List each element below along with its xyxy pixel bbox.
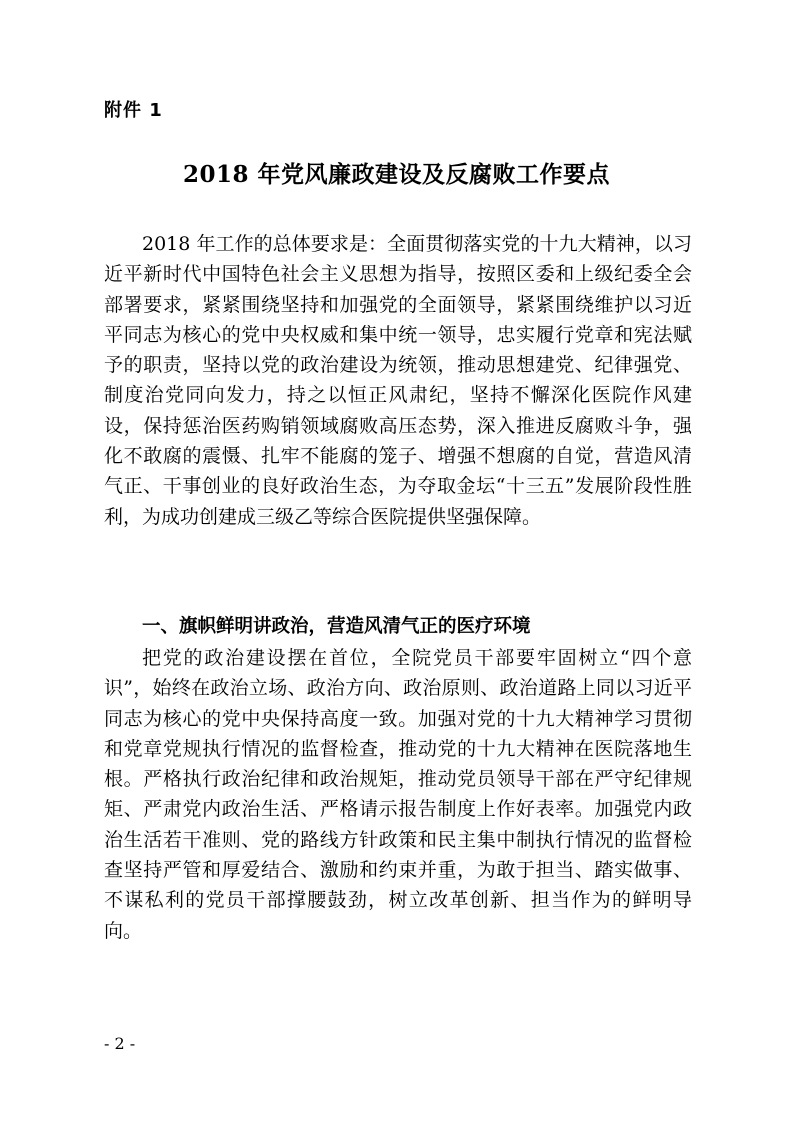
section-1-heading: 一、旗帜鲜明讲政治，营造风清气正的医疗环境 xyxy=(142,616,531,637)
attachment-label: 附件 1 xyxy=(104,100,163,121)
document-title: 2018 年党风廉政建设及反腐败工作要点 xyxy=(182,161,611,188)
section-1-paragraph: 把党的政治建设摆在首位，全院党员干部要牢固树立“四个意识”，始终在政治立场、政治方向、政治原则、政治道路上同以习近平同志为核心的党中央保持高度一致。加强对党的十九大精神学习贯彻和党章党规执行情况的监督检查，推动党的十九大精神在医院落地生根。严格执行政治纪律和政治规矩，推动党员领导干部在严守纪律规矩、严肃党内政治生活、严格请示报告制度上作好表率。加强党内政治生活若干准则、党的路线方针政策和民主集中制执行情况的监督检查坚持严管和厚爱结合、激励和约束并重，为敢于担当、踏实做事、不谋私利的党员干部撑腰鼓劲，树立改革创新、担当作为的鲜明导向。 xyxy=(104,647,692,942)
page-number: - 2 - xyxy=(104,1034,136,1053)
intro-paragraph: 2018 年工作的总体要求是：全面贯彻落实党的十九大精神，以习近平新时代中国特色社会主义思想为指导，按照区委和上级纪委全会部署要求，紧紧围绕坚持和加强党的全面领导，紧紧围绕维护以习近平同志为核心的党中央权威和集中统一领导，忠实履行党章和宪法赋予的职责，坚持以党的政治建设为统领，推动思想建党、纪律强党、制度治党同向发力，持之以恒正风肃纪，坚持不懈深化医院作风建设，保持惩治医药购销领域腐败高压态势，深入推进反腐败斗争，强化不敢腐的震慑、扎牢不能腐的笼子、增强不想腐的自觉，营造风清气正、干事创业的良好政治生态，为夺取金坛“十三五”发展阶段性胜利，为成功创建成三级乙等综合医院提供坚强保障。 xyxy=(104,233,692,528)
